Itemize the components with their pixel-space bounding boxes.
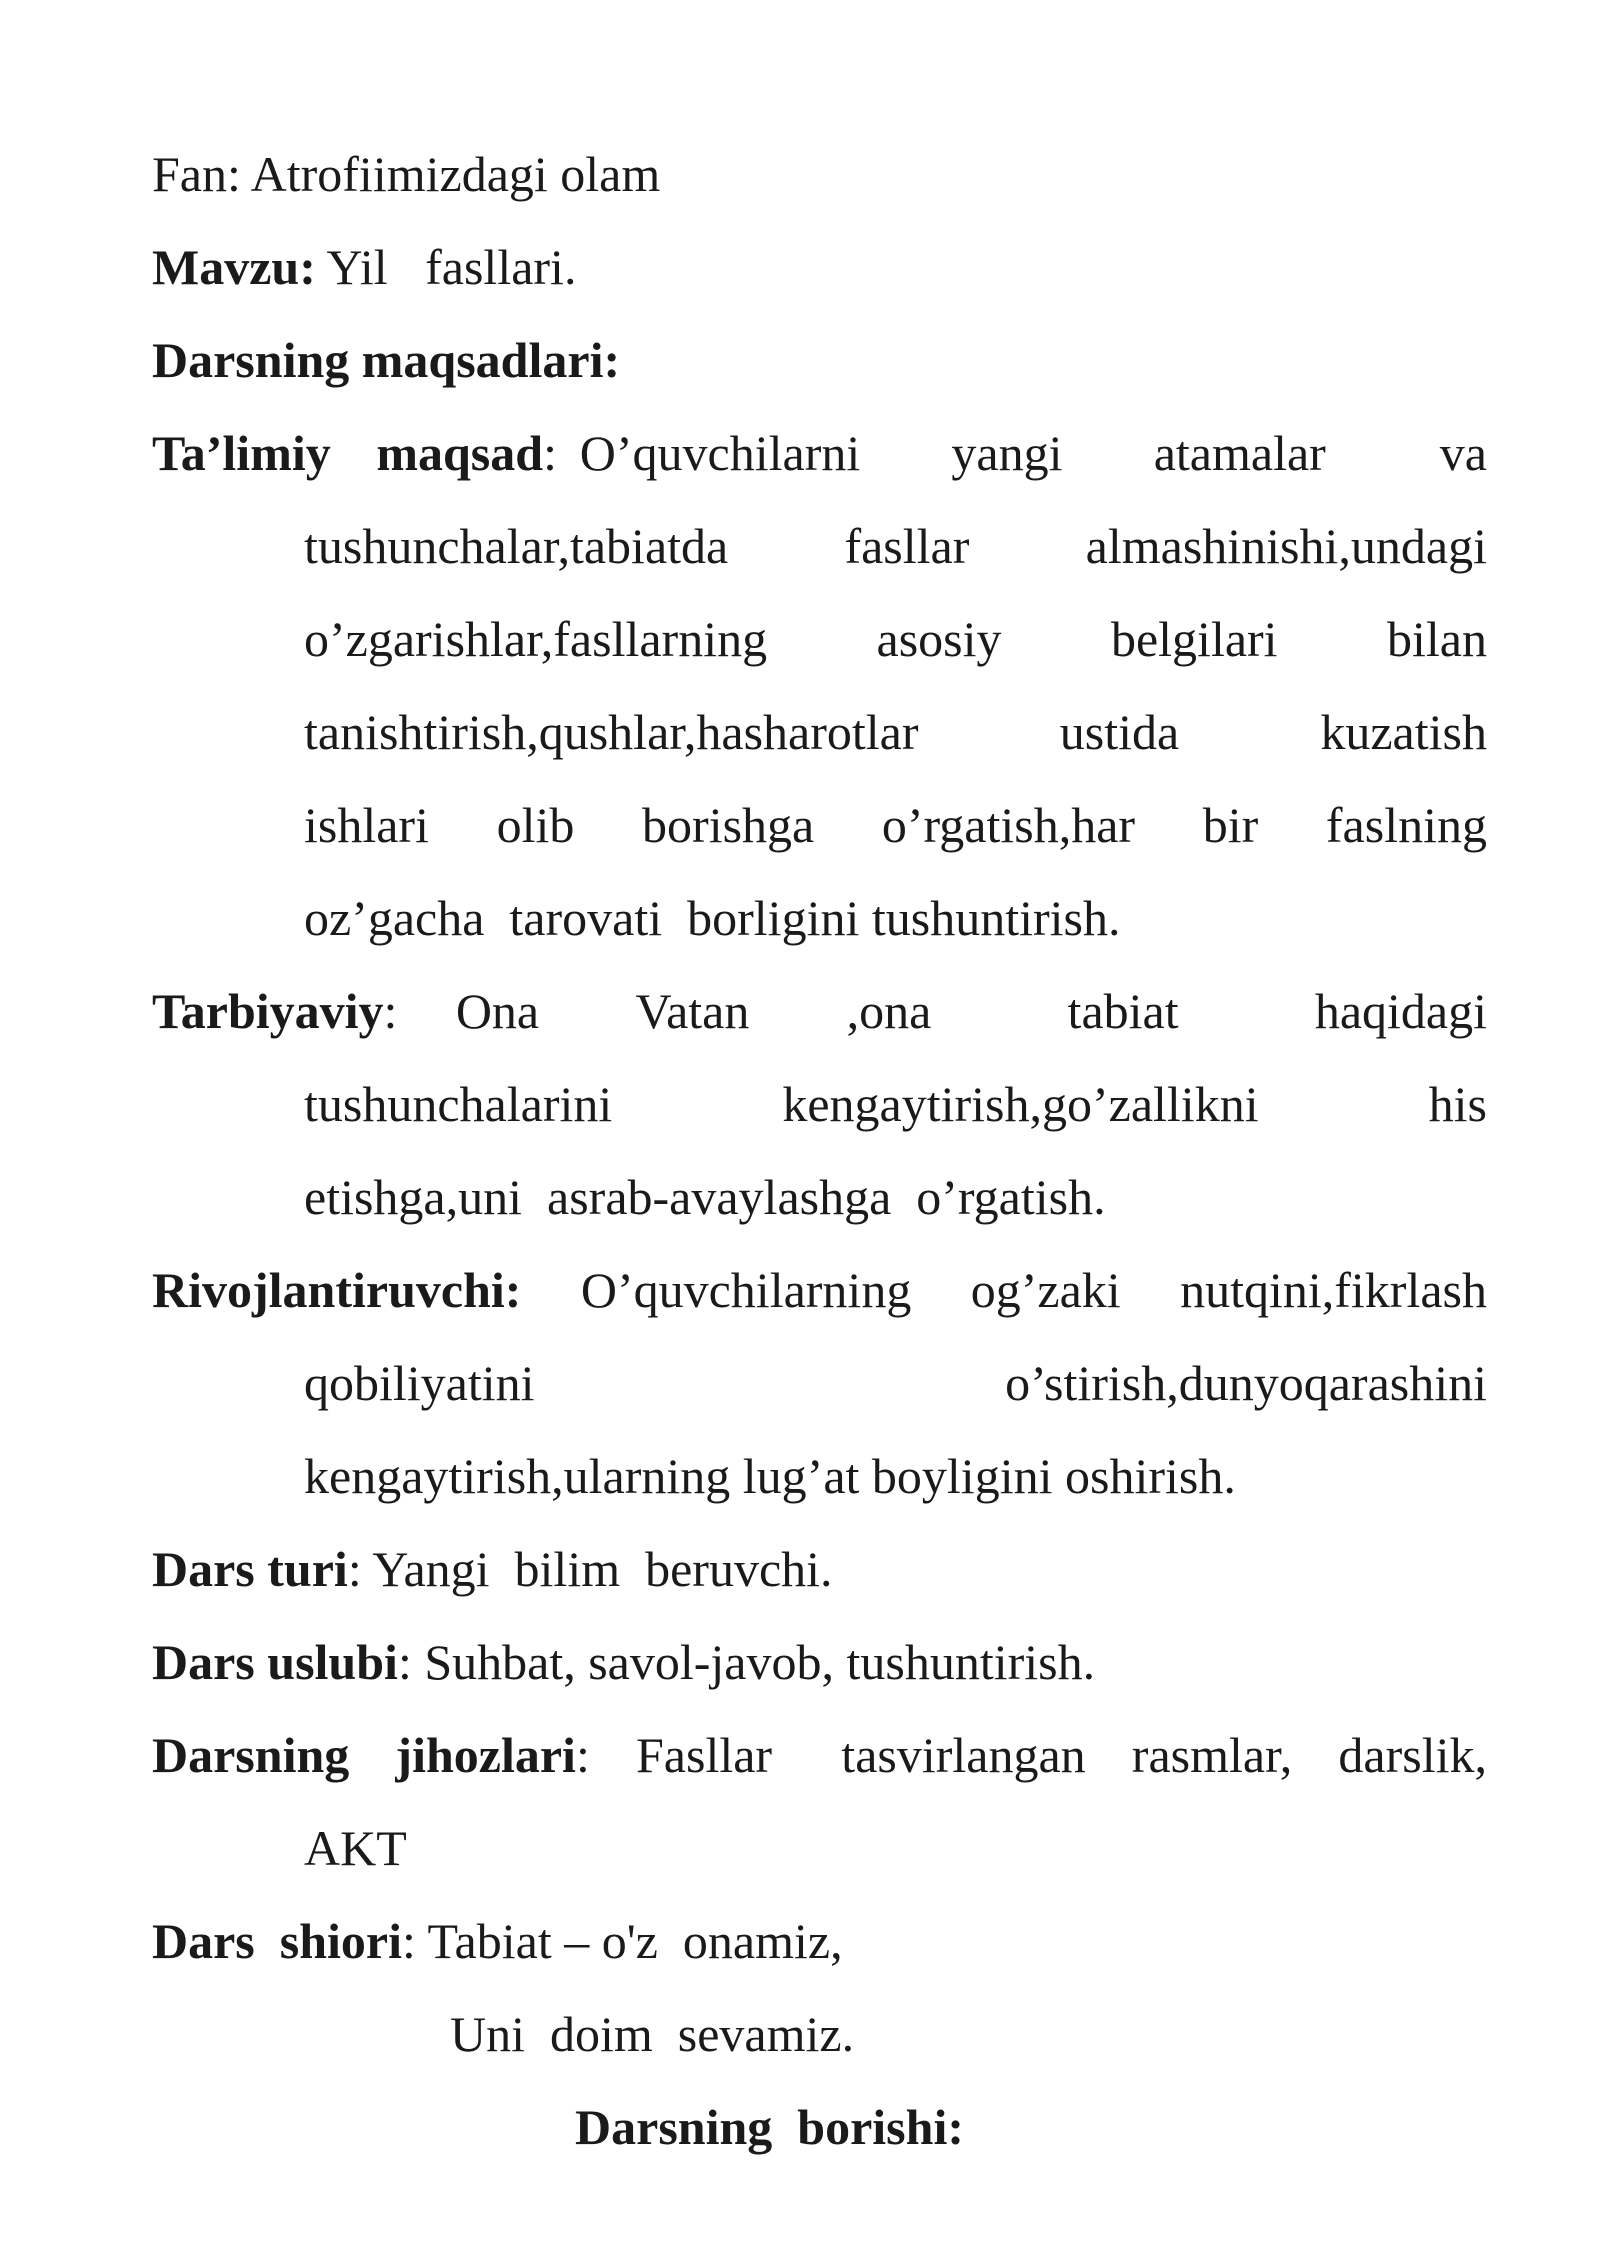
document-page xyxy=(152,128,1487,2174)
educational-goal-line-1 xyxy=(152,407,1487,500)
topic-label: Mavzu: xyxy=(152,239,316,295)
upbringing-goal-text-1: Ona Vatan ,ona tabiat haqidagi xyxy=(397,983,1487,1039)
upbringing-goal-label: Tarbiyaviy xyxy=(152,983,384,1039)
subject-line: Fan: Atrofiimizdagi olam xyxy=(152,146,661,202)
educational-goal-line-5: ishlari olib borishga o’rgatish,har bir faslning xyxy=(304,797,1487,853)
developmental-goal-block xyxy=(152,1244,1487,1523)
lesson-type-line xyxy=(152,1523,1487,1616)
lesson-flow-title xyxy=(152,2081,1487,2174)
educational-goal-line-4: tanishtirish,qushlar,hasharotlar ustida kuzatish xyxy=(304,704,1487,760)
topic-value: Yil fasllari. xyxy=(315,239,577,295)
goals-title-text: Darsning maqsadlari: xyxy=(152,332,621,388)
educational-goal-line-6: oz’gacha tarovati borligini tushuntirish. xyxy=(304,890,1121,946)
educational-goal-sep: : xyxy=(543,425,580,481)
lesson-method-value: : Suhbat, savol-javob, tushuntirish. xyxy=(397,1634,1096,1690)
developmental-goal-line-2: qobiliyatini o’stirish,dunyoqarashini xyxy=(304,1355,1487,1411)
motto-text-1: : Tabiat – o'z onamiz, xyxy=(402,1913,843,1969)
equipment-text-1: : Fasllar tasvirlangan rasmlar, darslik, xyxy=(575,1727,1487,1783)
upbringing-goal-block xyxy=(152,965,1487,1244)
developmental-goal-line-3: kengaytirish,ularning lug’at boyligini oshirish. xyxy=(304,1448,1236,1504)
lesson-method-label: Dars uslubi xyxy=(152,1634,398,1690)
motto-label: Dars shiori xyxy=(152,1913,402,1969)
equipment-label: Darsning jihozlari xyxy=(152,1727,576,1783)
goals-title xyxy=(152,314,1487,407)
upbringing-goal-line-1 xyxy=(152,965,1487,1058)
equipment-line-1 xyxy=(152,1709,1487,1802)
educational-goal-text-1: O’quvchilarni yangi atamalar va xyxy=(579,425,1487,481)
developmental-goal-line-1 xyxy=(152,1244,1487,1337)
educational-goal-block xyxy=(152,407,1487,965)
equipment-line-2: AKT xyxy=(304,1820,407,1876)
equipment-block xyxy=(152,1709,1487,1895)
educational-goal-line-2: tushunchalar,tabiatda fasllar almashinishi,undagi xyxy=(304,518,1487,574)
lesson-method-line xyxy=(152,1616,1487,1709)
educational-goal-line-3: o’zgarishlar,fasllarning asosiy belgilari bilan xyxy=(304,611,1487,667)
motto-block xyxy=(152,1895,1487,2081)
upbringing-goal-sep: : xyxy=(383,983,398,1039)
motto-line-1 xyxy=(152,1895,1487,1988)
motto-line-2: Uni doim sevamiz. xyxy=(450,2006,855,2062)
educational-goal-label: Ta’limiy maqsad xyxy=(152,425,544,481)
upbringing-goal-line-2: tushunchalarini kengaytirish,go’zallikni his xyxy=(304,1076,1487,1132)
topic-line xyxy=(152,221,1487,314)
lesson-flow-title-text: Darsning borishi: xyxy=(575,2099,964,2155)
lesson-type-value: : Yangi bilim beruvchi. xyxy=(347,1541,833,1597)
lesson-type-label: Dars turi xyxy=(152,1541,348,1597)
developmental-goal-label: Rivojlantiruvchi: xyxy=(152,1262,522,1318)
developmental-goal-text-1: O’quvchilarning og’zaki nutqini,fikrlash xyxy=(521,1262,1487,1318)
upbringing-goal-line-3: etishga,uni asrab-avaylashga o’rgatish. xyxy=(304,1169,1106,1225)
